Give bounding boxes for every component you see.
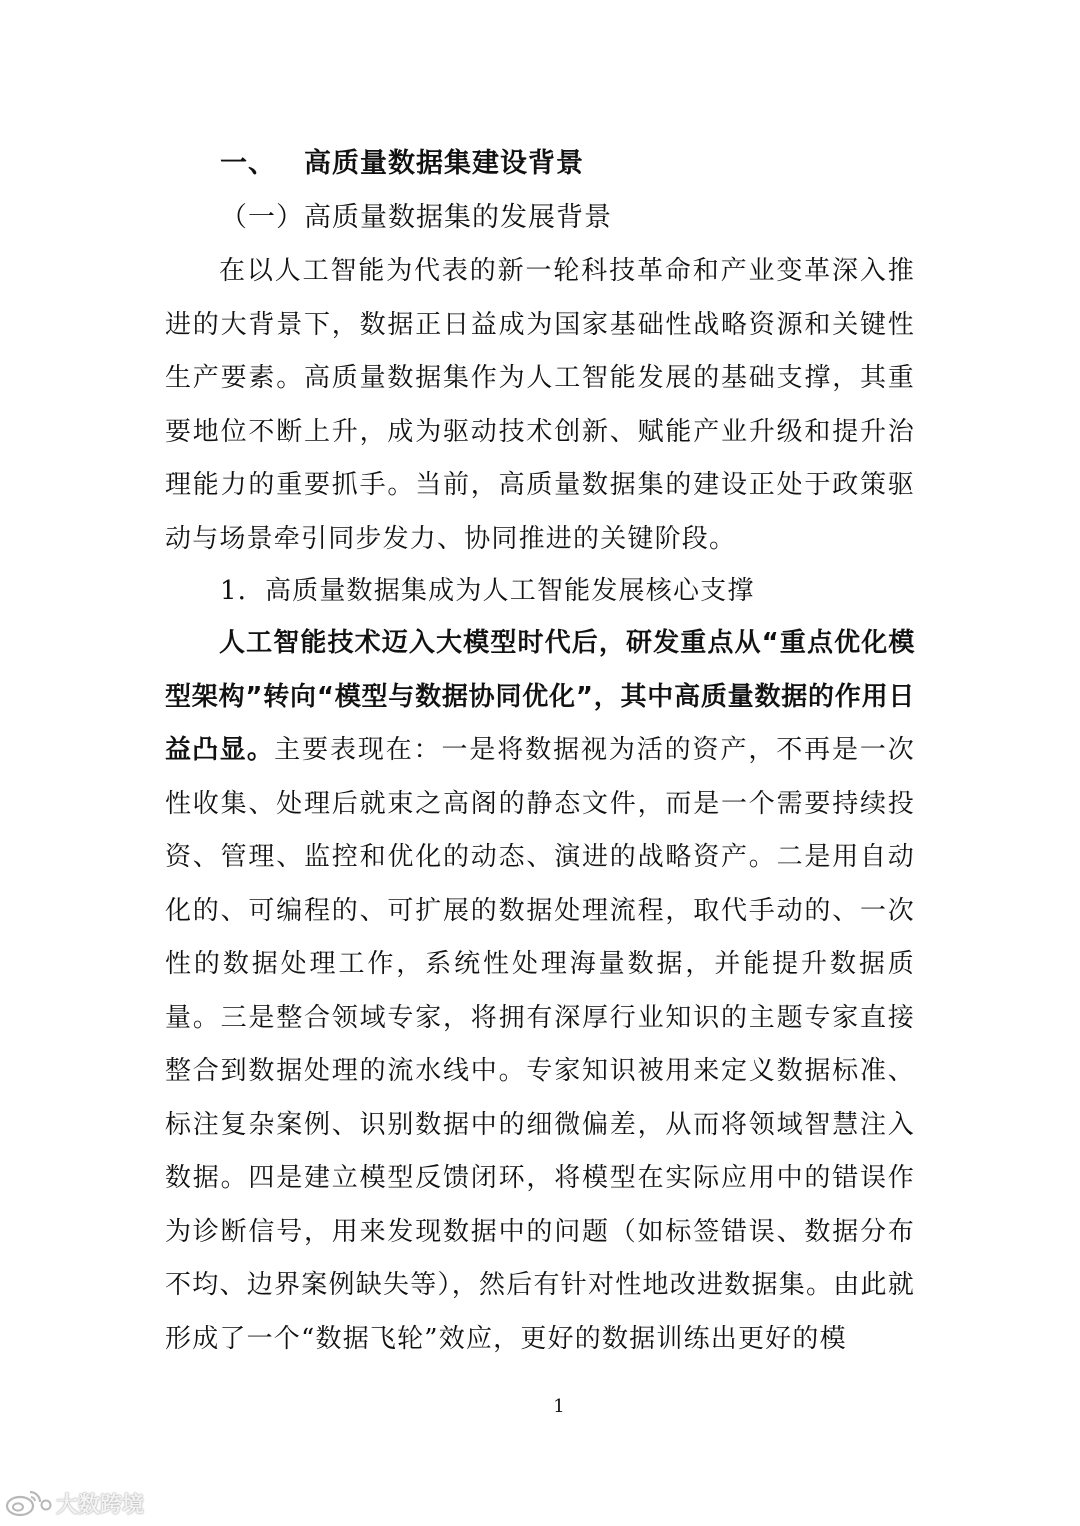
- section-heading-title: 高质量数据集建设背景: [304, 148, 584, 179]
- paragraph-1: 在以人工智能为代表的新一轮科技革命和产业变革深入推进的大背景下，数据正日益成为国家基础性战略资源和关键性生产要素。高质量数据集作为人工智能发展的基础支撑，其重要地位不断上升，成为驱动技术创新、赋能产业升级和提升治理能力的重要抓手。当前，高质量数据集的建设正处于政策驱动与场景牵引同步发力、协同推进的关键阶段。: [165, 256, 915, 554]
- paragraph-2-bold-lead: 人工智能技术迈入大模型时代后，研发重点从“重点优化模型架构”转向“模型与数据协同优化”，其中高质量数据的作用日益凸显。: [165, 628, 915, 765]
- watermark: [4, 1486, 144, 1520]
- section-heading-number: 一、: [220, 148, 276, 179]
- section-heading: [220, 146, 584, 182]
- watermark-text: 大数跨境: [56, 1492, 145, 1518]
- subsection-heading: （一）高质量数据集的发展背景: [220, 202, 612, 233]
- item-heading: 1．高质量数据集成为人工智能发展核心支撑: [220, 576, 755, 606]
- paragraph-2: [165, 617, 915, 1366]
- weibo-logo-icon: [4, 1488, 52, 1518]
- page-number: 1: [553, 1396, 565, 1417]
- paragraph-2-text: 主要表现在：一是将数据视为活的资产，不再是一次性收集、处理后就束之高阁的静态文件，而是一个需要持续投资、管理、监控和优化的动态、演进的战略资产。二是用自动化的、可编程的、可扩展的数据处理流程，取代手动的、一次性的数据处理工作，系统性处理海量数据，并能提升数据质量。三是整合领域专家，将拥有深厚行业知识的主题专家直接整合到数据处理的流水线中。专家知识被用来定义数据标准、标注复杂案例、识别数据中的细微偏差，从而将领域智慧注入数据。四是建立模型反馈闭环，将模型在实际应用中的错误作为诊断信号，用来发现数据中的问题（如标签错误、数据分布不均、边界案例缺失等），然后有针对性地改进数据集。由此就形成了一个“数据飞轮”效应，更好的数据训练出更好的模: [165, 735, 915, 1354]
